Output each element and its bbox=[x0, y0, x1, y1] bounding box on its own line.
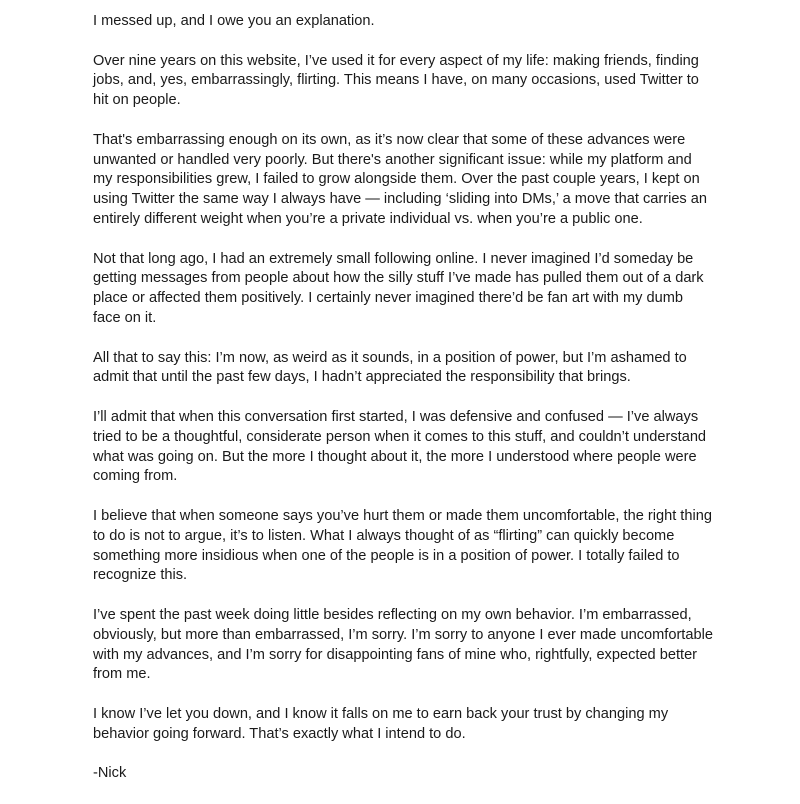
paragraph-defensive: I’ll admit that when this conversation first started, I was defensive and confused — I’ve always tried to be a thoughtful, considerate person when it comes to this stuff, and couldn’t understand what was going on. But the more I thought about it, the more I understood where people were coming from. bbox=[93, 408, 707, 485]
paragraph-small-following: Not that long ago, I had an extremely small following online. I never imagined I’d someday be getting messages from people about how the silly stuff I’ve made has pulled them out of a dark place or affected them positively. I certainly never imagined there’d be fan art with my dumb face on it. bbox=[93, 250, 704, 326]
signature: -Nick bbox=[93, 765, 127, 782]
paragraph-position-of-power: All that to say this: I’m now, as weird as it sounds, in a position of power, but I’m ashamed to admit that until the past few days, I hadn’t appreciated the responsibility that brings. bbox=[93, 349, 687, 386]
paragraph-twitter-history: Over nine years on this website, I’ve used it for every aspect of my life: making friends, finding jobs, and, yes, embarrassingly, flirting. This means I have, on many occasions, used Twitter to hit on people. bbox=[93, 52, 699, 109]
paragraph-listen: I believe that when someone says you’ve hurt them or made them uncomfortable, the right thing to do is not to argue, it’s to listen. What I always thought of as “flirting” can quickly become something more insidious when one of the people is in a position of power. I totally failed to recognize this. bbox=[93, 507, 712, 584]
apology-letter bbox=[93, 12, 733, 784]
paragraph-trust: I know I’ve let you down, and I know it falls on me to earn back your trust by changing my behavior going forward. That’s exactly what I intend to do. bbox=[93, 705, 669, 742]
paragraph-opening: I messed up, and I owe you an explanation. bbox=[93, 13, 375, 29]
paragraph-embarrassment: That's embarrassing enough on its own, as it’s now clear that some of these advances were unwanted or handled very poorly. But there's another significant issue: while my platform and my responsibilities grew, I failed to grow alongside them. Over the past couple years, I kept on using Twitter the same way I always have — including ‘sliding into DMs,’ a move that carries an entirely different weight when you’re a private individual vs. when you’re a public one. bbox=[93, 131, 708, 227]
paragraph-sorry: I’ve spent the past week doing little besides reflecting on my own behavior. I’m embarrassed, obviously, but more than embarrassed, I’m sorry. I’m sorry to anyone I ever made uncomfortable with my advances, and I’m sorry for disappointing fans of mine who, rightfully, expected better from me. bbox=[93, 606, 713, 683]
